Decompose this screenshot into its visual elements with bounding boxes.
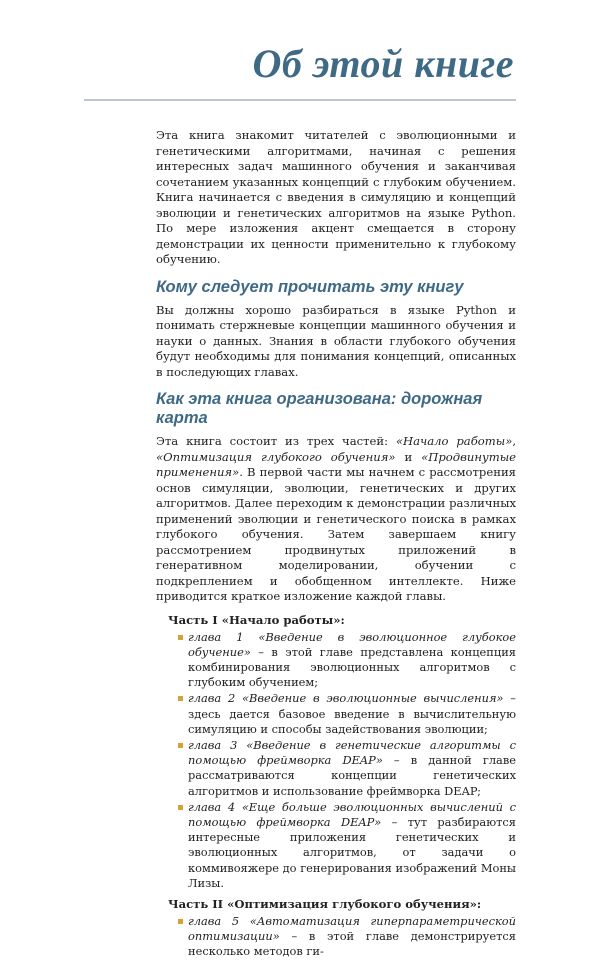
list-item <box>178 800 516 891</box>
part1-chapter-list <box>178 630 516 891</box>
chapter-title: глава 3 «Введение в генетические алгоритмы с помощью фреймворка DEAP» <box>188 737 516 768</box>
chapter-description: – тут разбираются интересные приложения генетических и эволюционных алгоритмов, от задачи о коммивояжере до генерирования изображений Моны Лизы. <box>188 814 516 890</box>
roadmap-paragraph <box>156 434 516 605</box>
title-divider <box>84 99 516 101</box>
who-paragraph: Вы должны хорошо разбираться в языке Python и понимать стержневые концепции машинного обучения и науки о данных. Знания в области глубокого обучения будут необходимы для понимания концепций, описанных в последующих главах. <box>156 302 516 379</box>
roadmap-text-rest: . В первой части мы начнем с рассмотрения основ симуляции, эволюции, генетических и других алгоритмов. Далее переходим к демонстрации различных применений эволюции и генетического поиска в рамках глубокого обучения. Затем завершаем книгу рассмотрением продвинутых приложений в генеративном моделировании, обучении с подкреплением и обобщенном интеллекте. Ниже приводится краткое изложение каждой главы. <box>156 465 516 603</box>
list-item <box>178 738 516 799</box>
chapter-description: – здесь дается базовое введение в вычислительную симуляцию и способы задействования эволюции; <box>188 691 516 736</box>
chapter-title: глава 5 «Автоматизация гиперпараметрической оптимизации» <box>188 913 516 944</box>
section-heading-roadmap: Как эта книга организована: дорожная карта <box>156 390 483 427</box>
page-content <box>156 128 516 964</box>
chapter-description: – в этой главе демонстрируется несколько методов ги- <box>188 929 516 959</box>
roadmap-text-start: Эта книга состоит из трех частей: <box>156 434 396 448</box>
bullet-icon <box>178 696 183 701</box>
chapter-title: глава 2 «Введение в эволюционные вычисления» <box>188 691 504 706</box>
chapter-description: – в данной главе рассматриваются концепции генетических алгоритмов и использование фреймворка DEAP; <box>188 753 516 798</box>
chapter-description: – в этой главе представлена концепция комбинирования эволюционных алгоритмов с глубоким обучением; <box>188 644 516 690</box>
part1-title: Часть I «Начало работы»: <box>168 612 345 627</box>
bullet-icon <box>178 805 183 810</box>
intro-paragraph: Эта книга знакомит читателей с эволюционными и генетическими алгоритмами, начиная с решения интересных задач машинного обучения и заканчивая сочетанием указанных концепций с глубоким обучением. Книга начинается с введения в симуляцию и концепций эволюции и генетических алгоритмов на языке Python. По мере изложения акцент смещается в сторону демонстрации их ценности применительно к глубокому обучению. <box>156 128 516 266</box>
part1-quote: «Начало работы» <box>395 434 513 448</box>
page-title: Об этой книге <box>252 41 514 86</box>
part2-quote: «Оптимизация глубокого обучения» <box>156 449 396 464</box>
bullet-icon <box>178 635 183 640</box>
list-item <box>178 691 516 737</box>
roadmap-sep: , <box>512 434 516 448</box>
bullet-icon <box>178 743 183 748</box>
part3-quote: «Продвинутые применения» <box>156 449 516 479</box>
roadmap-and: и <box>395 449 422 464</box>
part2-title: Часть II «Оптимизация глубокого обучения»: <box>168 896 482 911</box>
chapter-title: глава 4 «Еще больше эволюционных вычислений с помощью фреймворка DEAP» <box>188 799 516 829</box>
chapter-title: глава 1 «Введение в эволюционное глубокое обучение» <box>188 629 516 659</box>
list-item <box>178 630 516 691</box>
part2-chapter-list <box>178 914 516 960</box>
section-heading-who: Кому следует прочитать эту книгу <box>156 277 464 296</box>
list-item <box>178 914 516 960</box>
bullet-icon <box>178 919 183 924</box>
